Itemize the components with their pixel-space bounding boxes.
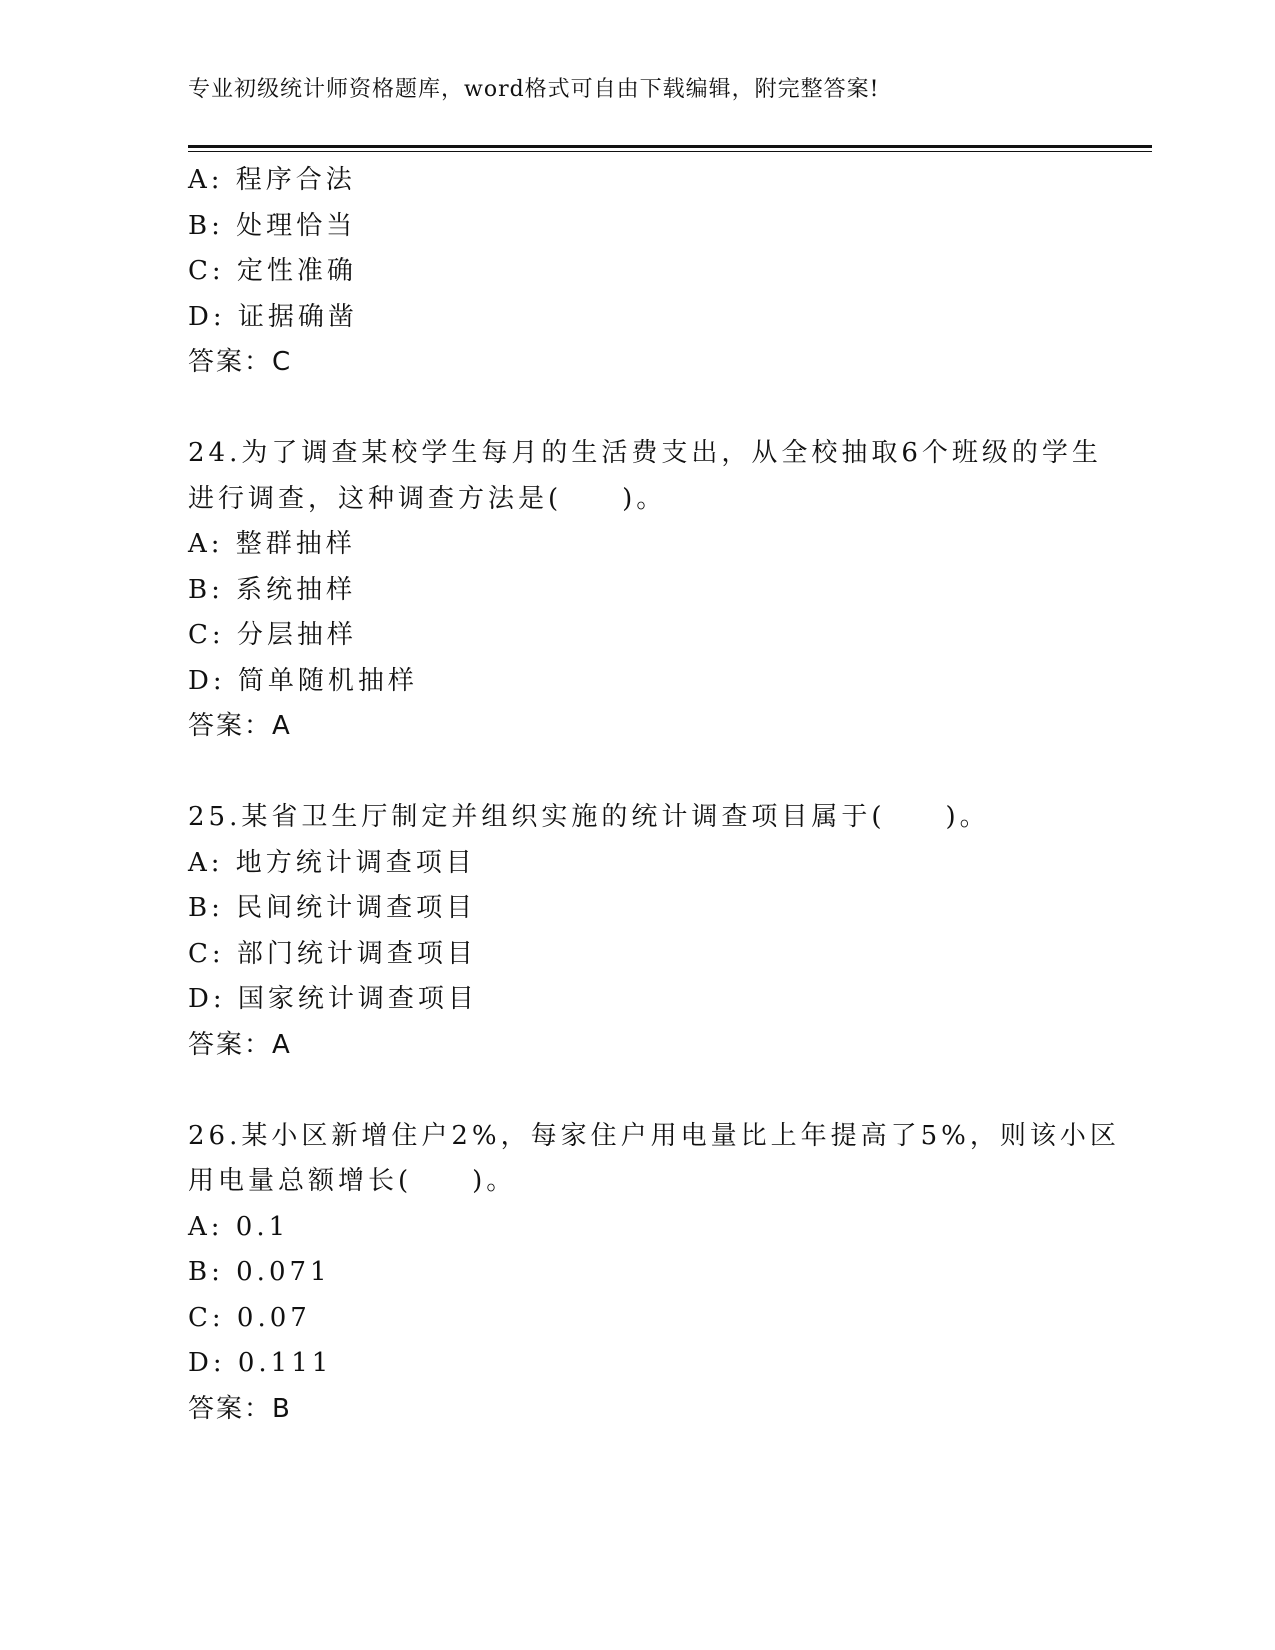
question-stem-line: 26.某小区新增住户2%，每家住户用电量比上年提高了5%，则该小区 [188,1120,1120,1151]
spacer [188,750,1088,796]
answer-line: 答案：C [188,347,293,377]
spacer [188,1068,1088,1114]
previous-question [188,158,1088,386]
answer-line: 答案：A [188,1029,292,1060]
question-stem-line: 24.为了调查某校学生每月的生活费支出，从全校抽取6个班级的学生 [188,438,1102,468]
spacer [188,386,1088,432]
option-c: C: 部门统计调查项目 [188,938,477,969]
option-d: D: 0.111 [188,1348,333,1378]
option-c: C: 0.07 [188,1302,311,1333]
option-c: C: 分层抽样 [188,620,357,650]
option-a: A: 整群抽样 [188,529,356,559]
answer-line: 答案：B [188,1393,292,1424]
question-content [188,158,1120,1432]
option-d: D: 国家统计调查项目 [188,984,478,1014]
header-rule-thick [188,145,1152,148]
option-b: B: 系统抽样 [188,574,357,605]
question-stem-line: 进行调查，这种调查方法是( )。 [188,483,667,514]
question-stem-line: 25.某省卫生厅制定并组织实施的统计调查项目属于( )。 [188,802,990,832]
page-header: 专业初级统计师资格题库，word格式可自由下载编辑，附完整答案! [188,77,880,102]
option-b: B: 处理恰当 [188,210,357,241]
option-c: C: 定性准确 [188,256,357,286]
option-a: A: 程序合法 [188,165,356,195]
question-24 [188,431,1102,750]
question-stem-line: 用电量总额增长( )。 [188,1166,517,1196]
option-d: D: 证据确凿 [188,301,358,332]
option-a: A: 0.1 [188,1211,290,1242]
header-rule-thin [188,151,1152,152]
option-d: D: 简单随机抽样 [188,665,418,696]
option-b: B: 民间统计调查项目 [188,893,477,923]
answer-line: 答案：A [188,711,292,741]
option-b: B: 0.071 [188,1257,331,1287]
question-25 [188,795,1088,1068]
option-a: A: 地方统计调查项目 [188,847,476,878]
question-26 [188,1114,1120,1433]
